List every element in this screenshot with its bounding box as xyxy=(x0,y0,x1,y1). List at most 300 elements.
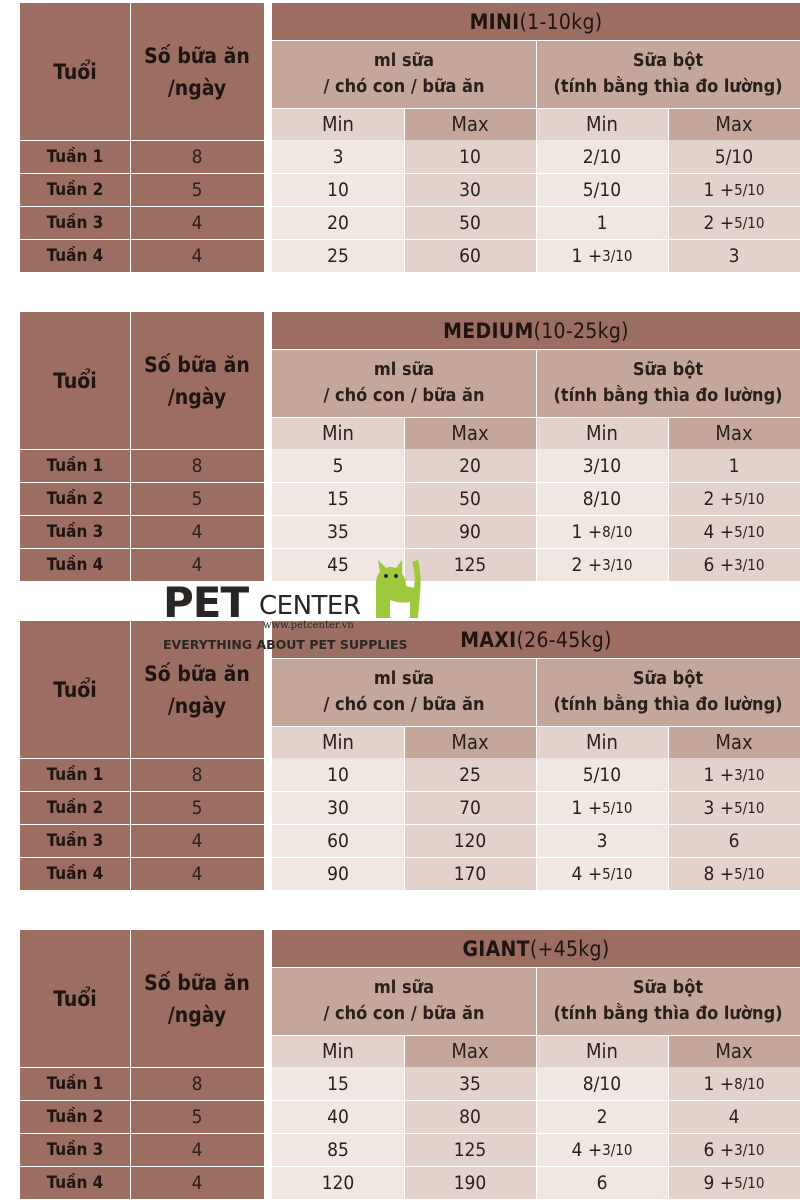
meals-value: 8 xyxy=(191,763,203,786)
row-ml-max xyxy=(404,824,536,857)
table-size-title xyxy=(272,3,800,40)
size-range: (26-45kg) xyxy=(516,627,612,652)
header-milk-ml xyxy=(272,349,536,417)
table-divider xyxy=(536,40,537,272)
row-ml-min xyxy=(272,206,404,239)
table-divider xyxy=(20,1133,264,1134)
row-ml-min xyxy=(272,515,404,548)
meals-value: 5 xyxy=(191,1105,203,1128)
table-divider xyxy=(536,967,537,1199)
meals-value: 8 xyxy=(191,145,203,168)
header-powder-line1: Sữa bột xyxy=(632,359,704,380)
ml-min-value: 45 xyxy=(327,553,349,576)
row-powder-max xyxy=(668,140,800,173)
row-powder-min xyxy=(536,548,668,581)
ml-max-value: 125 xyxy=(453,553,487,576)
watermark-brand-center: CENTER xyxy=(259,591,361,621)
week-label: Tuần 4 xyxy=(46,554,104,575)
powder-min-value: 6 xyxy=(596,1171,608,1194)
header-powder-line2: (tính bằng thìa đo lường) xyxy=(553,76,783,97)
row-week xyxy=(20,140,130,173)
row-ml-min xyxy=(272,140,404,173)
header-meals-line2: /ngày xyxy=(167,1002,227,1027)
powder-max-fraction: 5/10 xyxy=(734,489,765,508)
header-milk-ml-line1: ml sữa xyxy=(373,977,435,998)
row-powder-min xyxy=(536,206,668,239)
powder-max-value: 4 + xyxy=(703,520,735,543)
row-powder-min xyxy=(536,1133,668,1166)
header-min-label: Min xyxy=(586,730,618,754)
powder-min-value: 4 + xyxy=(571,1138,603,1161)
meals-value: 5 xyxy=(191,796,203,819)
ml-min-value: 30 xyxy=(327,796,349,819)
row-ml-min xyxy=(272,239,404,272)
header-max xyxy=(668,417,800,449)
ml-min-value: 85 xyxy=(327,1138,349,1161)
row-meals xyxy=(130,140,264,173)
ml-max-value: 50 xyxy=(459,487,481,510)
ml-min-value: 90 xyxy=(327,862,349,885)
table-divider xyxy=(20,857,264,858)
table-divider xyxy=(20,140,264,141)
table-divider xyxy=(20,758,264,759)
cat-logo-icon xyxy=(370,554,422,618)
ml-min-value: 3 xyxy=(332,145,344,168)
row-powder-max xyxy=(668,548,800,581)
week-label: Tuần 2 xyxy=(46,488,104,509)
header-milk-ml-line1: ml sữa xyxy=(373,359,435,380)
powder-min-value: 8/10 xyxy=(582,1072,622,1095)
header-meals-line1: Số bữa ăn xyxy=(144,661,250,686)
row-powder-max xyxy=(668,173,800,206)
header-min xyxy=(536,726,668,758)
header-meals-line2: /ngày xyxy=(167,384,227,409)
header-milk-ml-line1: ml sữa xyxy=(373,668,435,689)
watermark-url: www.petcenter.vn xyxy=(263,620,354,631)
table-divider xyxy=(20,449,264,450)
powder-max-fraction: 5/10 xyxy=(734,522,765,541)
size-range: (+45kg) xyxy=(529,936,610,961)
row-ml-min xyxy=(272,449,404,482)
week-label: Tuần 3 xyxy=(46,521,104,542)
header-max-label: Max xyxy=(715,421,753,445)
row-ml-min xyxy=(272,1133,404,1166)
ml-max-value: 35 xyxy=(459,1072,481,1095)
meals-value: 4 xyxy=(191,829,203,852)
header-min-label: Min xyxy=(322,112,354,136)
meals-value: 5 xyxy=(191,178,203,201)
week-label: Tuần 4 xyxy=(46,245,104,266)
ml-max-value: 120 xyxy=(453,829,487,852)
powder-min-fraction: 5/10 xyxy=(602,798,633,817)
header-min xyxy=(536,417,668,449)
header-max-label: Max xyxy=(715,1039,753,1063)
header-powder-line1: Sữa bột xyxy=(632,50,704,71)
header-milk-powder xyxy=(536,349,800,417)
ml-min-value: 25 xyxy=(327,244,349,267)
row-week xyxy=(20,824,130,857)
row-ml-max xyxy=(404,239,536,272)
row-powder-max xyxy=(668,824,800,857)
powder-max-value: 2 + xyxy=(703,487,735,510)
powder-max-fraction: 3/10 xyxy=(734,765,765,784)
ml-max-value: 125 xyxy=(453,1138,487,1161)
row-ml-max xyxy=(404,857,536,890)
table-divider xyxy=(20,239,264,240)
header-age-label: Tuổi xyxy=(53,59,97,84)
ml-min-value: 60 xyxy=(327,829,349,852)
table-divider xyxy=(536,349,537,581)
table-divider xyxy=(20,1100,264,1101)
table-divider xyxy=(20,824,264,825)
row-powder-min xyxy=(536,1100,668,1133)
row-powder-min xyxy=(536,173,668,206)
petcenter-watermark xyxy=(163,568,443,658)
header-max-label: Max xyxy=(451,421,489,445)
meals-value: 4 xyxy=(191,1138,203,1161)
header-milk-ml-line2: / chó con / bữa ăn xyxy=(323,1003,485,1024)
header-max xyxy=(668,1035,800,1067)
powder-min-value: 3/10 xyxy=(582,454,622,477)
header-min xyxy=(272,726,404,758)
powder-max-fraction: 3/10 xyxy=(734,1140,765,1159)
row-ml-min xyxy=(272,173,404,206)
ml-min-value: 120 xyxy=(321,1171,355,1194)
row-powder-min xyxy=(536,857,668,890)
table-divider xyxy=(668,726,669,890)
row-meals xyxy=(130,1166,264,1199)
ml-max-value: 30 xyxy=(459,178,481,201)
row-week xyxy=(20,482,130,515)
table-divider xyxy=(668,1035,669,1199)
row-powder-min xyxy=(536,1067,668,1100)
row-week xyxy=(20,857,130,890)
powder-max-value: 4 xyxy=(728,1105,740,1128)
table-divider xyxy=(404,726,405,890)
size-name: MEDIUM xyxy=(443,318,534,343)
row-ml-max xyxy=(404,449,536,482)
powder-min-value: 2 xyxy=(596,1105,608,1128)
row-powder-max xyxy=(668,791,800,824)
header-age xyxy=(20,621,130,758)
row-ml-max xyxy=(404,173,536,206)
powder-max-value: 9 + xyxy=(703,1171,735,1194)
row-powder-min xyxy=(536,758,668,791)
header-meals-per-day xyxy=(130,930,264,1067)
header-min-label: Min xyxy=(586,112,618,136)
header-meals-line2: /ngày xyxy=(167,75,227,100)
header-max-label: Max xyxy=(451,112,489,136)
row-week xyxy=(20,1067,130,1100)
row-meals xyxy=(130,824,264,857)
powder-max-fraction: 8/10 xyxy=(734,1074,765,1093)
meals-value: 4 xyxy=(191,520,203,543)
row-powder-max xyxy=(668,449,800,482)
size-range: (10-25kg) xyxy=(533,318,629,343)
powder-max-value: 6 + xyxy=(703,1138,735,1161)
header-powder-line1: Sữa bột xyxy=(632,977,704,998)
header-age-label: Tuổi xyxy=(53,677,97,702)
table-divider xyxy=(404,108,405,272)
header-milk-powder xyxy=(536,658,800,726)
header-meals-line1: Số bữa ăn xyxy=(144,970,250,995)
feeding-table-giant xyxy=(20,930,800,1199)
row-ml-max xyxy=(404,140,536,173)
table-divider xyxy=(404,1035,405,1199)
header-powder-line2: (tính bằng thìa đo lường) xyxy=(553,694,783,715)
row-week xyxy=(20,548,130,581)
meals-value: 8 xyxy=(191,454,203,477)
week-label: Tuần 1 xyxy=(46,455,104,476)
row-meals xyxy=(130,1133,264,1166)
table-divider xyxy=(20,173,264,174)
watermark-brand-pet: PET xyxy=(163,578,249,627)
row-ml-max xyxy=(404,482,536,515)
powder-max-value: 1 + xyxy=(703,1072,735,1095)
powder-max-value: 1 + xyxy=(703,763,735,786)
table-divider xyxy=(130,3,131,272)
powder-max-value: 5/10 xyxy=(714,145,754,168)
row-meals xyxy=(130,449,264,482)
ml-min-value: 35 xyxy=(327,520,349,543)
powder-min-value: 2/10 xyxy=(582,145,622,168)
row-ml-max xyxy=(404,206,536,239)
row-ml-min xyxy=(272,1100,404,1133)
table-divider xyxy=(20,1067,264,1068)
week-label: Tuần 1 xyxy=(46,146,104,167)
ml-max-value: 170 xyxy=(453,862,487,885)
header-meals-per-day xyxy=(130,312,264,449)
header-powder-line1: Sữa bột xyxy=(632,668,704,689)
row-ml-max xyxy=(404,515,536,548)
ml-min-value: 5 xyxy=(332,454,344,477)
size-name: MAXI xyxy=(460,627,517,652)
table-divider xyxy=(20,548,264,549)
ml-min-value: 15 xyxy=(327,487,349,510)
powder-min-fraction: 3/10 xyxy=(602,555,633,574)
meals-value: 8 xyxy=(191,1072,203,1095)
header-max xyxy=(404,417,536,449)
table-divider xyxy=(20,206,264,207)
header-milk-ml-line2: / chó con / bữa ăn xyxy=(323,385,485,406)
ml-max-value: 25 xyxy=(459,763,481,786)
row-week xyxy=(20,515,130,548)
meals-value: 4 xyxy=(191,862,203,885)
ml-max-value: 80 xyxy=(459,1105,481,1128)
header-max-label: Max xyxy=(715,730,753,754)
meals-value: 4 xyxy=(191,1171,203,1194)
header-min-label: Min xyxy=(586,1039,618,1063)
header-max xyxy=(668,108,800,140)
week-label: Tuần 2 xyxy=(46,1106,104,1127)
ml-min-value: 15 xyxy=(327,1072,349,1095)
row-week xyxy=(20,1100,130,1133)
row-ml-max xyxy=(404,1067,536,1100)
table-divider xyxy=(20,1166,264,1167)
row-meals xyxy=(130,1067,264,1100)
header-age xyxy=(20,930,130,1067)
size-range: (1-10kg) xyxy=(519,9,603,34)
header-milk-ml-line1: ml sữa xyxy=(373,50,435,71)
row-ml-min xyxy=(272,791,404,824)
powder-min-fraction: 8/10 xyxy=(602,522,633,541)
row-powder-min xyxy=(536,239,668,272)
table-divider xyxy=(130,312,131,581)
header-max-label: Max xyxy=(715,112,753,136)
meals-value: 5 xyxy=(191,487,203,510)
header-min xyxy=(272,417,404,449)
header-max xyxy=(404,108,536,140)
row-powder-max xyxy=(668,857,800,890)
row-powder-max xyxy=(668,1133,800,1166)
row-powder-min xyxy=(536,449,668,482)
row-ml-min xyxy=(272,824,404,857)
ml-min-value: 40 xyxy=(327,1105,349,1128)
ml-min-value: 10 xyxy=(327,763,349,786)
header-min xyxy=(536,108,668,140)
row-ml-max xyxy=(404,1133,536,1166)
table-divider xyxy=(668,108,669,272)
week-label: Tuần 3 xyxy=(46,212,104,233)
week-label: Tuần 2 xyxy=(46,797,104,818)
row-powder-min xyxy=(536,140,668,173)
powder-min-value: 4 + xyxy=(571,862,603,885)
header-max-label: Max xyxy=(451,1039,489,1063)
powder-max-value: 8 + xyxy=(703,862,735,885)
header-age-label: Tuổi xyxy=(53,368,97,393)
row-powder-max xyxy=(668,1166,800,1199)
ml-max-value: 60 xyxy=(459,244,481,267)
row-powder-max xyxy=(668,482,800,515)
row-meals xyxy=(130,482,264,515)
row-meals xyxy=(130,758,264,791)
row-week xyxy=(20,791,130,824)
header-min xyxy=(272,108,404,140)
ml-min-value: 10 xyxy=(327,178,349,201)
table-divider xyxy=(130,930,131,1199)
row-week xyxy=(20,206,130,239)
powder-max-value: 6 + xyxy=(703,553,735,576)
row-powder-min xyxy=(536,791,668,824)
row-meals xyxy=(130,791,264,824)
powder-min-value: 3 xyxy=(596,829,608,852)
header-min-label: Min xyxy=(322,421,354,445)
row-powder-max xyxy=(668,1100,800,1133)
row-ml-min xyxy=(272,857,404,890)
powder-min-value: 2 + xyxy=(571,553,603,576)
size-name: GIANT xyxy=(462,936,530,961)
header-powder-line2: (tính bằng thìa đo lường) xyxy=(553,1003,783,1024)
table-divider xyxy=(130,621,131,890)
powder-min-fraction: 3/10 xyxy=(602,246,633,265)
row-ml-min xyxy=(272,1067,404,1100)
row-meals xyxy=(130,239,264,272)
header-max xyxy=(668,726,800,758)
powder-max-value: 2 + xyxy=(703,211,735,234)
powder-max-value: 3 xyxy=(728,244,740,267)
feeding-table-medium xyxy=(20,312,800,581)
table-size-title xyxy=(272,312,800,349)
header-milk-ml xyxy=(272,40,536,108)
row-powder-min xyxy=(536,824,668,857)
powder-max-value: 3 + xyxy=(703,796,735,819)
week-label: Tuần 4 xyxy=(46,1172,104,1193)
table-size-title xyxy=(272,930,800,967)
header-max xyxy=(404,1035,536,1067)
feeding-table-mini xyxy=(20,3,800,272)
powder-max-fraction: 5/10 xyxy=(734,798,765,817)
header-min-label: Min xyxy=(586,421,618,445)
table-divider xyxy=(668,417,669,581)
ml-max-value: 10 xyxy=(459,145,481,168)
row-ml-min xyxy=(272,1166,404,1199)
row-week xyxy=(20,173,130,206)
header-milk-powder xyxy=(536,967,800,1035)
header-min-label: Min xyxy=(322,1039,354,1063)
row-powder-max xyxy=(668,239,800,272)
header-milk-powder xyxy=(536,40,800,108)
table-divider xyxy=(20,515,264,516)
powder-min-fraction: 3/10 xyxy=(602,1140,633,1159)
row-ml-max xyxy=(404,1100,536,1133)
row-meals xyxy=(130,515,264,548)
week-label: Tuần 3 xyxy=(46,830,104,851)
header-meals-per-day xyxy=(130,3,264,140)
header-age xyxy=(20,312,130,449)
row-powder-max xyxy=(668,758,800,791)
row-powder-min xyxy=(536,1166,668,1199)
row-week xyxy=(20,239,130,272)
header-max-label: Max xyxy=(451,730,489,754)
ml-max-value: 190 xyxy=(453,1171,487,1194)
table-divider xyxy=(20,482,264,483)
header-meals-line1: Số bữa ăn xyxy=(144,43,250,68)
watermark-tagline: EVERYTHING ABOUT PET SUPPLIES xyxy=(163,637,408,652)
week-label: Tuần 3 xyxy=(46,1139,104,1160)
powder-min-value: 5/10 xyxy=(582,178,622,201)
powder-max-value: 1 xyxy=(728,454,740,477)
size-name: MINI xyxy=(469,9,520,34)
powder-min-value: 1 + xyxy=(571,520,603,543)
week-label: Tuần 2 xyxy=(46,179,104,200)
ml-max-value: 50 xyxy=(459,211,481,234)
row-meals xyxy=(130,857,264,890)
header-milk-ml xyxy=(272,967,536,1035)
header-milk-ml-line2: / chó con / bữa ăn xyxy=(323,76,485,97)
powder-min-value: 5/10 xyxy=(582,763,622,786)
header-powder-line2: (tính bằng thìa đo lường) xyxy=(553,385,783,406)
week-label: Tuần 1 xyxy=(46,764,104,785)
header-milk-ml-line2: / chó con / bữa ăn xyxy=(323,694,485,715)
row-week xyxy=(20,758,130,791)
table-divider xyxy=(536,658,537,890)
row-ml-max xyxy=(404,1166,536,1199)
powder-min-value: 1 xyxy=(596,211,608,234)
row-powder-min xyxy=(536,482,668,515)
header-max xyxy=(404,726,536,758)
row-meals xyxy=(130,206,264,239)
week-label: Tuần 4 xyxy=(46,863,104,884)
header-meals-line1: Số bữa ăn xyxy=(144,352,250,377)
ml-min-value: 20 xyxy=(327,211,349,234)
powder-min-fraction: 5/10 xyxy=(602,864,633,883)
header-age-label: Tuổi xyxy=(53,986,97,1011)
powder-max-fraction: 3/10 xyxy=(734,555,765,574)
header-milk-ml xyxy=(272,658,536,726)
powder-min-value: 1 + xyxy=(571,244,603,267)
row-ml-min xyxy=(272,758,404,791)
row-powder-max xyxy=(668,1067,800,1100)
